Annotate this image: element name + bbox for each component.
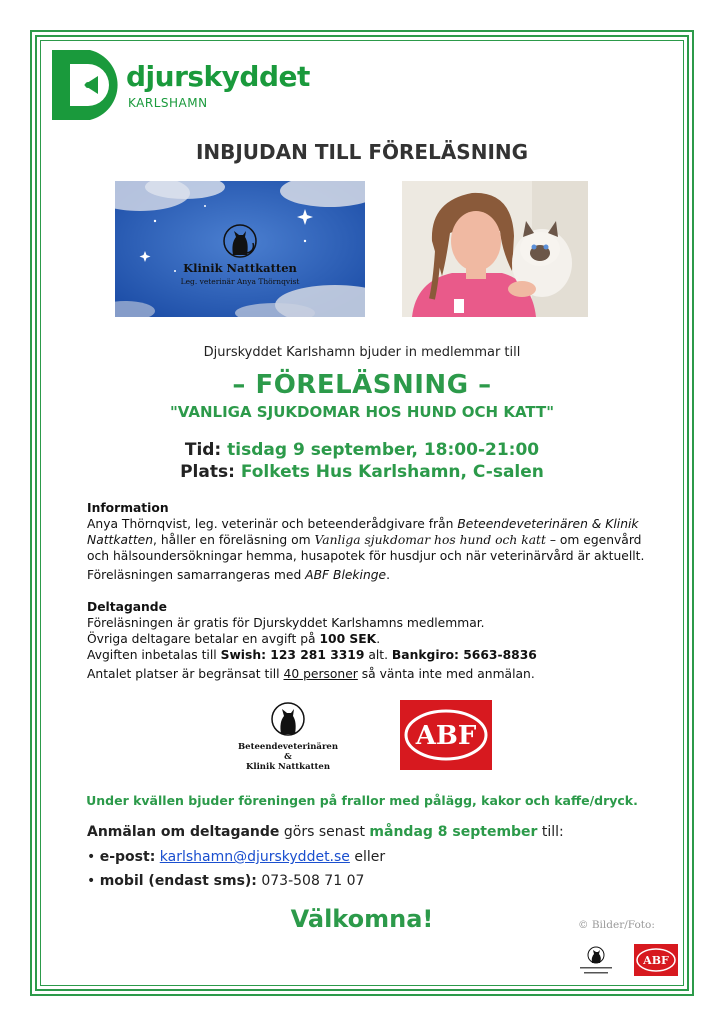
participation-line-1: Föreläsningen är gratis för Djurskyddet Karlshamns medlemmar. <box>87 616 485 630</box>
place-value: Folkets Hus Karlshamn, C-salen <box>240 462 544 482</box>
mobile-line: • mobil (endast sms): 073-508 71 07 <box>87 873 365 889</box>
place-label: Plats: <box>180 462 235 482</box>
vet-with-cat-photo <box>402 181 588 317</box>
clinic-banner-name: Klinik Nattkatten <box>183 261 297 275</box>
clinic-banner-image <box>115 181 365 317</box>
capacity-line: Antalet platser är begränsat till 40 personer så vänta inte med anmälan. <box>87 667 535 681</box>
page-headline: INBJUDAN TILL FÖRELÄSNING <box>195 140 529 164</box>
clinic-banner-subtitle: Leg. veterinär Anya Thörnqvist <box>180 277 300 286</box>
logo-name: djurskyddet <box>126 60 310 93</box>
svg-text:ABF: ABF <box>643 954 669 967</box>
registration-line: Anmälan om deltagande görs senast måndag 8 september till: <box>87 824 564 840</box>
logo-subtitle: KARLSHAMN <box>128 96 208 110</box>
participation-section <box>87 599 657 682</box>
invite-line: Djurskyddet Karlshamn bjuder in medlemmar till <box>203 345 521 360</box>
email-line: • e-post: karlshamn@djurskyddet.se eller <box>87 849 386 865</box>
refreshments-note: Under kvällen bjuder föreningen på frallor med pålägg, kakor och kaffe/dryck. <box>86 793 638 808</box>
mini-beteendeveterinaren-logo <box>574 945 618 979</box>
email-label: e-post: <box>99 849 156 865</box>
time-label: Tid: <box>184 440 222 460</box>
time-value: tisdag 9 september, 18:00-21:00 <box>227 440 540 460</box>
email-link[interactable]: karlshamn@djurskyddet.se <box>159 849 350 865</box>
abf-logo-text: ABF <box>415 721 477 751</box>
lecture-subtitle: "VANLIGA SJUKDOMAR HOS HUND OCH KATT" <box>169 403 555 421</box>
information-heading: Information <box>87 501 169 515</box>
welcome-text: Välkomna! <box>290 905 434 933</box>
abf-logo <box>400 700 492 770</box>
mini-abf-logo <box>634 944 678 976</box>
image-credit: © Bilder/Foto: <box>578 919 655 931</box>
beteendeveterinaren-logo: Beteendeveterinären & Klinik Nattkatten <box>238 700 338 772</box>
participation-line-2: Övriga deltagare betalar en avgift på 100 SEK. <box>87 632 381 646</box>
mobile-label: mobil (endast sms): <box>99 873 257 889</box>
mobile-number: 073-508 71 07 <box>261 873 365 889</box>
cat-moon-icon <box>238 700 338 738</box>
information-paragraph: Anya Thörnqvist, leg. veterinär och beteenderådgivare från Beteendeveterinären & Klinik Nattkatten, håller en föreläsning om Vanliga sjukdomar hos hund och katt – om egenvård och hälsoundersökningar hemma, husapotek för husdjur och när veterinärvård är aktuellt. <box>87 517 645 563</box>
information-section <box>87 500 657 583</box>
event-time <box>0 440 724 460</box>
event-place <box>0 462 724 482</box>
lecture-title: – FÖRELÄSNING – <box>232 370 492 400</box>
participation-heading: Deltagande <box>87 600 167 614</box>
co-arranger-line: Föreläsningen samarrangeras med ABF Blekinge. <box>87 568 391 582</box>
payment-line: Avgiften inbetalas till Swish: 123 281 3319 alt. Bankgiro: 5663-8836 <box>87 648 537 662</box>
